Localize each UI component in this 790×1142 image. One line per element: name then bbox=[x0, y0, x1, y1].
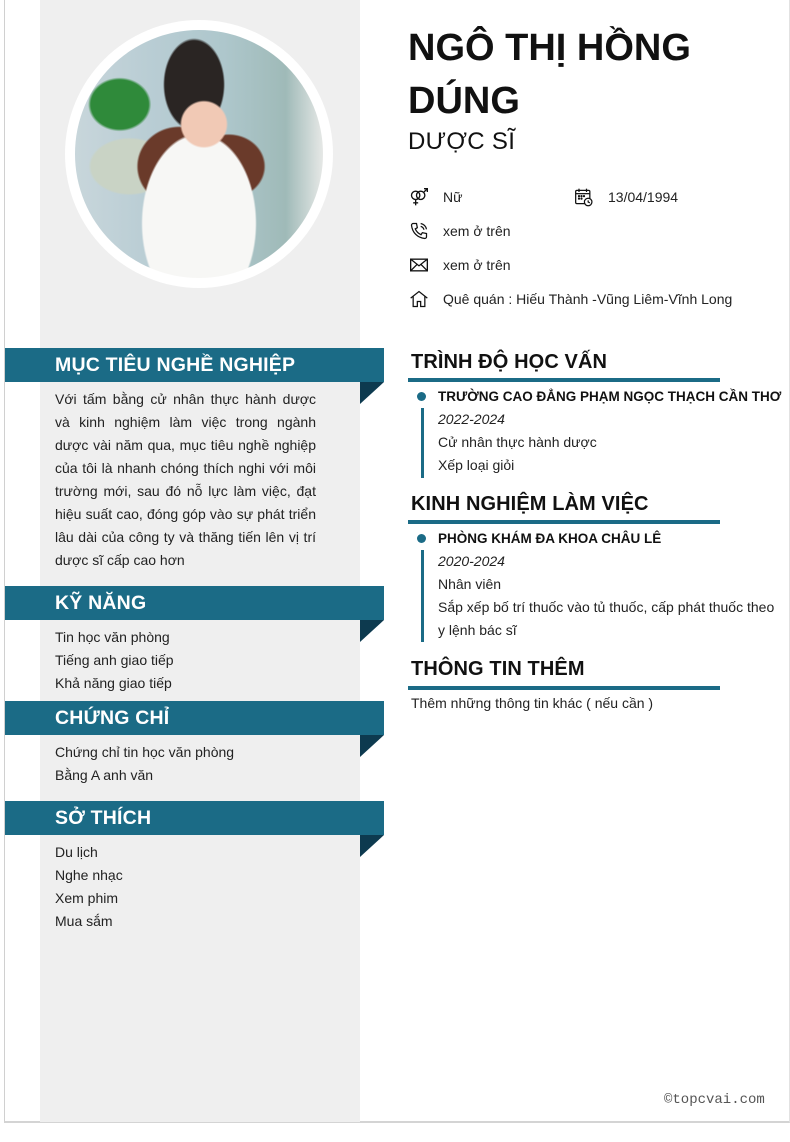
home-icon bbox=[408, 289, 430, 309]
watermark: ©topcvai.com bbox=[664, 1092, 765, 1108]
birthday-row bbox=[573, 187, 678, 207]
address-value: Quê quán : Hiếu Thành -Vũng Liêm-Vĩnh Long bbox=[443, 291, 733, 307]
hobby-item: Mua sắm bbox=[55, 913, 113, 929]
education-degree: Cử nhân thực hành dược bbox=[438, 434, 597, 450]
hobby-item: Nghe nhạc bbox=[55, 867, 123, 883]
skill-item: Tin học văn phòng bbox=[55, 629, 170, 645]
additional-heading: THÔNG TIN THÊM bbox=[411, 658, 585, 680]
section-rule bbox=[408, 378, 720, 382]
ribbon-fold bbox=[360, 620, 384, 642]
certificates-list bbox=[55, 741, 316, 787]
objective-heading: MỤC TIÊU NGHỀ NGHIỆP bbox=[5, 348, 384, 382]
phone-row bbox=[408, 221, 511, 241]
skill-item: Khả năng giao tiếp bbox=[55, 675, 172, 691]
experience-description: Sắp xếp bố trí thuốc vào tủ thuốc, cấp phát thuốc theo y lệnh bác sĩ bbox=[438, 599, 775, 638]
timeline-dot bbox=[417, 392, 426, 401]
experience-entry bbox=[438, 527, 783, 642]
ribbon-fold bbox=[360, 735, 384, 757]
timeline-line bbox=[421, 550, 424, 642]
timeline-dot bbox=[417, 534, 426, 543]
hobby-item: Xem phim bbox=[55, 890, 119, 906]
ribbon-fold bbox=[360, 382, 384, 404]
gender-value: Nữ bbox=[443, 189, 463, 205]
job-title: DƯỢC SĨ bbox=[408, 128, 516, 155]
section-rule bbox=[408, 520, 720, 524]
birthday-value: 13/04/1994 bbox=[608, 189, 679, 205]
additional-text: Thêm những thông tin khác ( nếu cần ) bbox=[411, 695, 654, 711]
address-row bbox=[408, 289, 732, 309]
certificate-item: Bằng A anh văn bbox=[55, 767, 154, 783]
gender-row bbox=[408, 187, 462, 207]
phone-icon bbox=[408, 221, 430, 241]
certificate-item: Chứng chỉ tin học văn phòng bbox=[55, 744, 235, 760]
experience-heading: KINH NGHIỆM LÀM VIỆC bbox=[411, 493, 649, 515]
candidate-name: NGÔ THỊ HỒNG DÚNG bbox=[408, 27, 691, 122]
company-name: PHÒNG KHÁM ĐA KHOA CHÂU LÊ bbox=[438, 531, 662, 546]
hobbies-heading: SỞ THÍCH bbox=[5, 801, 384, 835]
objective-text: Với tấm bằng cử nhân thực hành dược và kinh nghiệm làm việc trong ngành dược vài năm qua, mục tiêu nghề nghiệp của tôi là nhanh chóng thích nghi với môi trường mới, sau đó nỗ lực làm việc, đạt hiệu suất cao, đóng góp vào sự phát triển lâu dài của công ty và thăng tiến lên vị trí dược sĩ cấp cao hơn bbox=[55, 391, 316, 568]
certificates-heading: CHỨNG CHỈ bbox=[5, 701, 384, 735]
skill-item: Tiếng anh giao tiếp bbox=[55, 652, 174, 668]
education-heading: TRÌNH ĐỘ HỌC VẤN bbox=[411, 351, 608, 373]
phone-value: xem ở trên bbox=[443, 223, 511, 239]
school-name: TRƯỜNG CAO ĐẲNG PHẠM NGỌC THẠCH CẦN THƠ bbox=[438, 389, 782, 404]
email-value: xem ở trên bbox=[443, 257, 511, 273]
education-period: 2022-2024 bbox=[438, 411, 505, 427]
hobby-item: Du lịch bbox=[55, 844, 98, 860]
skills-list bbox=[55, 626, 316, 695]
gender-icon bbox=[408, 187, 430, 207]
profile-photo bbox=[75, 30, 323, 278]
experience-period: 2020-2024 bbox=[438, 553, 505, 569]
timeline-line bbox=[421, 408, 424, 478]
skills-heading: KỸ NĂNG bbox=[5, 586, 384, 620]
calendar-icon bbox=[573, 187, 595, 207]
education-grade: Xếp loại giỏi bbox=[438, 457, 515, 473]
section-rule bbox=[408, 686, 720, 690]
mail-icon bbox=[408, 255, 430, 275]
ribbon-fold bbox=[360, 835, 384, 857]
email-row bbox=[408, 255, 511, 275]
experience-role: Nhân viên bbox=[438, 576, 502, 592]
hobbies-list bbox=[55, 841, 316, 933]
education-entry bbox=[438, 385, 783, 477]
